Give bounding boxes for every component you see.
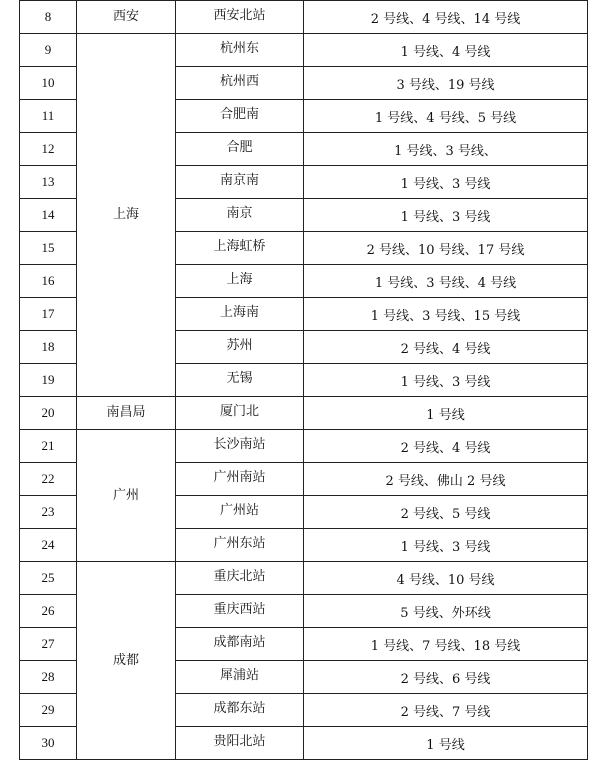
table-row	[20, 562, 588, 595]
metro-lines-cell	[304, 100, 588, 133]
station-name: 贵阳北站	[213, 734, 266, 749]
metro-lines: 2 号线、10 号线、17 号线	[366, 243, 525, 258]
table-row	[20, 397, 588, 430]
row-number: 15	[20, 232, 77, 265]
station-cell	[176, 232, 304, 265]
row-number: 17	[20, 298, 77, 331]
station-name: 广州南站	[213, 470, 266, 485]
station-cell	[176, 133, 304, 166]
station-name: 成都东站	[213, 701, 266, 716]
metro-lines-cell	[304, 661, 588, 694]
station-cell	[176, 628, 304, 661]
metro-lines-cell	[304, 199, 588, 232]
station-cell	[176, 562, 304, 595]
row-number: 14	[20, 199, 77, 232]
metro-lines: 2 号线、佛山 2 号线	[385, 474, 506, 489]
station-name: 南京	[226, 206, 253, 221]
metro-lines-cell	[304, 397, 588, 430]
metro-lines-cell	[304, 364, 588, 397]
metro-lines: 1 号线、3 号线、	[394, 144, 497, 159]
metro-lines: 1 号线、3 号线	[400, 177, 491, 192]
metro-lines: 2 号线、5 号线	[400, 507, 491, 522]
metro-lines-cell	[304, 694, 588, 727]
metro-lines-cell	[304, 67, 588, 100]
station-cell	[176, 397, 304, 430]
station-cell	[176, 496, 304, 529]
row-number: 9	[20, 34, 77, 67]
metro-lines-cell	[304, 463, 588, 496]
row-number: 13	[20, 166, 77, 199]
railway-bureau-cell: 西安	[77, 1, 176, 34]
station-cell	[176, 694, 304, 727]
railway-bureau-cell: 南昌局	[77, 397, 176, 430]
station-cell	[176, 595, 304, 628]
metro-lines: 1 号线、7 号线、18 号线	[370, 639, 521, 654]
row-number: 18	[20, 331, 77, 364]
metro-lines: 4 号线、10 号线	[396, 573, 495, 588]
metro-lines-cell	[304, 265, 588, 298]
row-number: 24	[20, 529, 77, 562]
metro-lines: 2 号线、4 号线	[400, 342, 491, 357]
row-number: 22	[20, 463, 77, 496]
metro-lines: 1 号线	[426, 738, 465, 753]
station-cell	[176, 298, 304, 331]
metro-lines-cell	[304, 1, 588, 34]
metro-lines-cell	[304, 166, 588, 199]
metro-lines: 3 号线、19 号线	[396, 78, 495, 93]
metro-lines-cell	[304, 133, 588, 166]
station-cell	[176, 430, 304, 463]
table-row	[20, 430, 588, 463]
railway-bureau-cell: 上海	[77, 34, 176, 397]
station-name: 上海虹桥	[213, 239, 266, 254]
station-cell	[176, 331, 304, 364]
metro-lines-cell	[304, 562, 588, 595]
station-cell	[176, 529, 304, 562]
station-cell	[176, 661, 304, 694]
station-name: 上海	[226, 272, 253, 287]
metro-lines-cell	[304, 232, 588, 265]
metro-lines: 1 号线、3 号线、4 号线	[374, 276, 517, 291]
station-name: 上海南	[219, 305, 259, 320]
station-name: 犀浦站	[219, 668, 259, 683]
station-cell	[176, 199, 304, 232]
row-number: 11	[20, 100, 77, 133]
metro-lines: 1 号线、3 号线	[400, 210, 491, 225]
station-name: 无锡	[226, 371, 253, 386]
metro-lines: 1 号线、3 号线、15 号线	[370, 309, 521, 324]
metro-lines-cell	[304, 727, 588, 760]
row-number: 19	[20, 364, 77, 397]
station-name: 杭州西	[219, 74, 259, 89]
station-cell	[176, 166, 304, 199]
station-cell	[176, 727, 304, 760]
metro-lines-cell	[304, 298, 588, 331]
row-number: 30	[20, 727, 77, 760]
row-number: 26	[20, 595, 77, 628]
row-number: 21	[20, 430, 77, 463]
station-name: 广州东站	[213, 536, 266, 551]
metro-lines: 1 号线、4 号线	[400, 45, 491, 60]
station-name: 杭州东	[219, 41, 259, 56]
metro-lines: 1 号线、4 号线、5 号线	[374, 111, 517, 126]
station-cell	[176, 34, 304, 67]
metro-lines-cell	[304, 595, 588, 628]
station-name: 广州站	[219, 503, 259, 518]
row-number: 23	[20, 496, 77, 529]
metro-lines: 1 号线	[426, 408, 465, 423]
row-number: 25	[20, 562, 77, 595]
station-name: 长沙南站	[213, 437, 266, 452]
row-number: 12	[20, 133, 77, 166]
station-cell	[176, 364, 304, 397]
station-metro-table	[19, 0, 588, 760]
metro-lines: 1 号线、3 号线	[400, 540, 491, 555]
row-number: 8	[20, 1, 77, 34]
row-number: 10	[20, 67, 77, 100]
railway-bureau-cell: 广州	[77, 430, 176, 562]
table-row	[20, 34, 588, 67]
metro-lines-cell	[304, 529, 588, 562]
metro-lines-cell	[304, 496, 588, 529]
metro-lines-cell	[304, 430, 588, 463]
metro-lines: 1 号线、3 号线	[400, 375, 491, 390]
station-cell	[176, 265, 304, 298]
table-row	[20, 1, 588, 34]
row-number: 20	[20, 397, 77, 430]
station-cell	[176, 463, 304, 496]
metro-lines: 2 号线、4 号线、14 号线	[370, 12, 521, 27]
row-number: 16	[20, 265, 77, 298]
station-name: 合肥南	[219, 107, 259, 122]
row-number: 29	[20, 694, 77, 727]
metro-lines-cell	[304, 628, 588, 661]
station-name: 重庆西站	[213, 602, 266, 617]
station-name: 重庆北站	[213, 569, 266, 584]
metro-lines-cell	[304, 331, 588, 364]
station-name: 苏州	[226, 338, 253, 353]
station-name: 南京南	[219, 173, 259, 188]
row-number: 27	[20, 628, 77, 661]
railway-bureau-cell: 成都	[77, 562, 176, 760]
station-name: 合肥	[226, 140, 253, 155]
metro-lines: 2 号线、7 号线	[400, 705, 491, 720]
station-name: 成都南站	[213, 635, 266, 650]
metro-lines: 2 号线、4 号线	[400, 441, 491, 456]
station-name: 西安北站	[213, 8, 266, 23]
station-cell	[176, 100, 304, 133]
row-number: 28	[20, 661, 77, 694]
metro-lines: 2 号线、6 号线	[400, 672, 491, 687]
metro-lines-cell	[304, 34, 588, 67]
station-cell	[176, 67, 304, 100]
station-cell	[176, 1, 304, 34]
metro-lines: 5 号线、外环线	[400, 606, 491, 621]
station-name: 厦门北	[219, 404, 259, 419]
